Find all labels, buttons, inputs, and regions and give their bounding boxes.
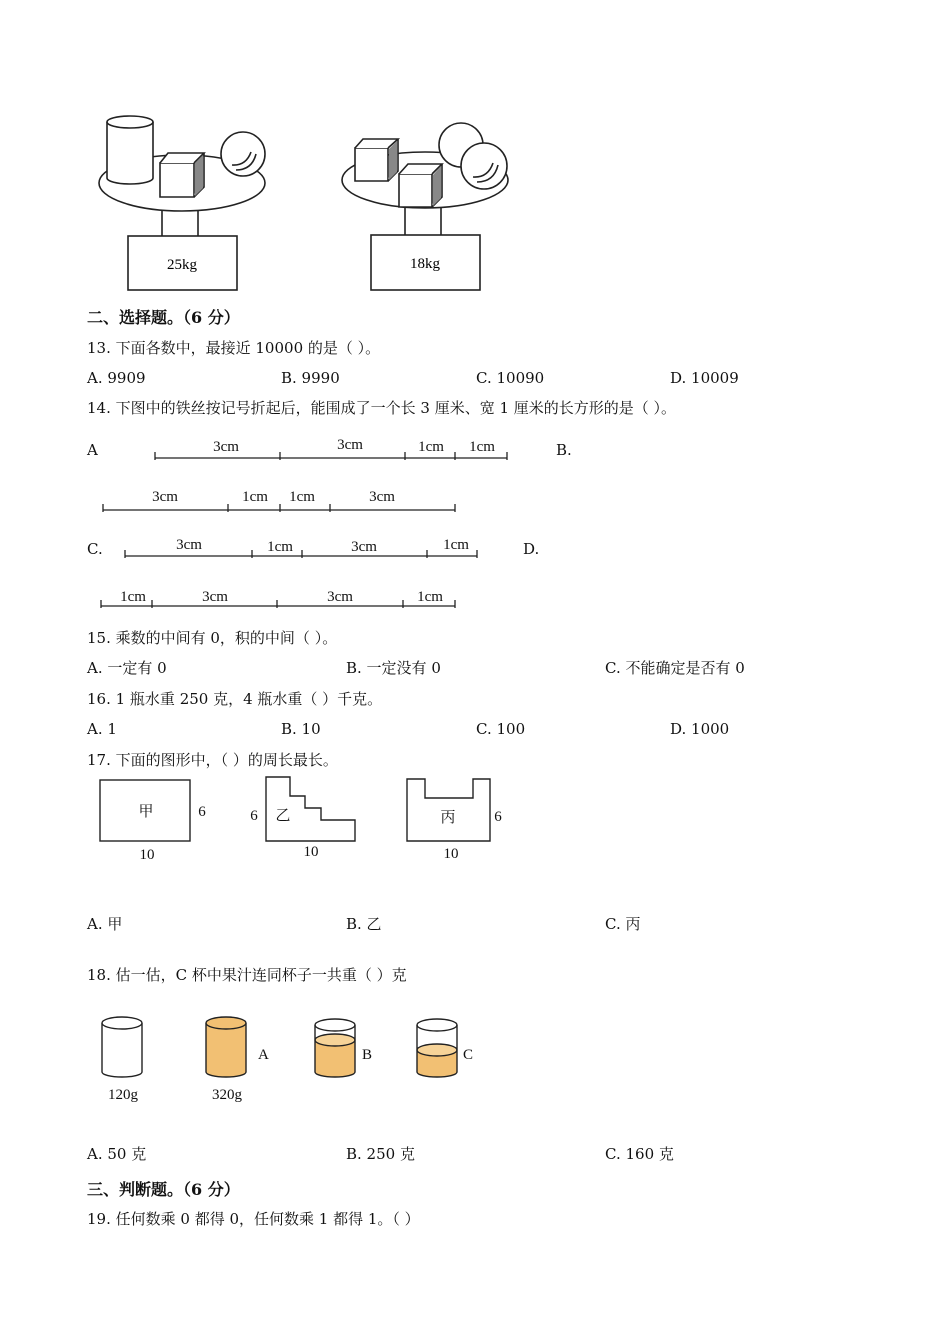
q18-option-a: A. 50 克 bbox=[87, 1145, 147, 1163]
wire-c-seg-4: 1cm bbox=[443, 537, 469, 553]
wire-a-seg-1: 3cm bbox=[213, 439, 239, 455]
q17-option-c: C. 丙 bbox=[605, 915, 641, 933]
wire-d-seg-2: 3cm bbox=[202, 589, 228, 605]
q13-option-a: A. 9909 bbox=[87, 369, 146, 387]
wire-b-seg-1: 3cm bbox=[152, 489, 178, 505]
q15-option-a: A. 一定有 0 bbox=[87, 659, 167, 677]
q14-label-c: C. bbox=[87, 540, 103, 558]
cup-a-label: A bbox=[258, 1047, 269, 1063]
q13-option-c: C. 10090 bbox=[476, 369, 545, 387]
q14-stem: 14. 下图中的铁丝按记号折起后，能围成了一个长 3 厘米、宽 1 厘米的长方形的是（ ）。 bbox=[87, 399, 677, 417]
shape-jia-height: 6 bbox=[198, 804, 206, 820]
wire-d-seg-1: 1cm bbox=[120, 589, 146, 605]
section-2-title: 二、选择题。（6 分） bbox=[87, 308, 240, 327]
wire-c-seg-1: 3cm bbox=[176, 537, 202, 553]
shape-yi-height: 6 bbox=[250, 808, 258, 824]
cup-c-label: C bbox=[463, 1047, 474, 1063]
cup-a-weight: 320g bbox=[212, 1087, 242, 1103]
wire-a-seg-4: 1cm bbox=[469, 439, 495, 455]
wire-d-seg-3: 3cm bbox=[327, 589, 353, 605]
q13-stem: 13. 下面各数中，最接近 10000 的是（ ）。 bbox=[87, 339, 381, 357]
section-3-title: 三、判断题。（6 分） bbox=[87, 1180, 240, 1199]
q17-stem: 17. 下面的图形中，（ ）的周长最长。 bbox=[87, 751, 338, 769]
q14-label-a: A bbox=[87, 441, 98, 459]
cup-b bbox=[315, 1019, 355, 1077]
q18-option-b: B. 250 克 bbox=[346, 1145, 415, 1163]
q15-stem: 15. 乘数的中间有 0，积的中间（ ）。 bbox=[87, 629, 338, 647]
shape-yi-name: 乙 bbox=[275, 808, 291, 824]
cup-c bbox=[417, 1019, 457, 1077]
q17-option-a: A. 甲 bbox=[87, 915, 123, 933]
shape-yi-width: 10 bbox=[303, 844, 319, 860]
q14-label-d: D. bbox=[523, 540, 540, 558]
q15-option-b: B. 一定没有 0 bbox=[346, 659, 441, 677]
q16-option-d: D. 1000 bbox=[670, 720, 730, 738]
wire-d-seg-4: 1cm bbox=[417, 589, 443, 605]
q17-option-b: B. 乙 bbox=[346, 915, 382, 933]
wire-c-seg-3: 3cm bbox=[351, 539, 377, 555]
wire-a-seg-2: 3cm bbox=[337, 437, 363, 453]
q18-option-c: C. 160 克 bbox=[605, 1145, 674, 1163]
wire-b-seg-3: 1cm bbox=[289, 489, 315, 505]
q13-option-b: B. 9990 bbox=[281, 369, 340, 387]
wire-b-seg-2: 1cm bbox=[242, 489, 268, 505]
q16-option-c: C. 100 bbox=[476, 720, 526, 738]
shape-bing-height: 6 bbox=[494, 809, 502, 825]
q16-stem: 16. 1 瓶水重 250 克，4 瓶水重（ ）千克。 bbox=[87, 690, 383, 708]
right-weight-label: 18kg bbox=[410, 256, 440, 272]
cup-empty-weight: 120g bbox=[108, 1087, 138, 1103]
shape-bing-width: 10 bbox=[443, 846, 459, 862]
q16-option-b: B. 10 bbox=[281, 720, 321, 738]
shape-bing-name: 丙 bbox=[440, 810, 456, 826]
q15-option-c: C. 不能确定是否有 0 bbox=[605, 659, 745, 677]
q14-label-b: B. bbox=[556, 441, 572, 459]
wire-c-seg-2: 1cm bbox=[267, 539, 293, 555]
cup-empty bbox=[102, 1017, 142, 1077]
left-weight-label: 25kg bbox=[167, 257, 197, 273]
shape-jia-width: 10 bbox=[139, 847, 155, 863]
cup-b-label: B bbox=[362, 1047, 373, 1063]
q13-option-d: D. 10009 bbox=[670, 369, 739, 387]
q18-stem: 18. 估一估，C 杯中果汁连同杯子一共重（ ）克 bbox=[87, 966, 407, 984]
shape-jia-name: 甲 bbox=[138, 804, 154, 820]
q16-option-a: A. 1 bbox=[87, 720, 117, 738]
q19-stem: 19. 任何数乘 0 都得 0，任何数乘 1 都得 1。（ ） bbox=[87, 1210, 420, 1228]
wire-a-seg-3: 1cm bbox=[418, 439, 444, 455]
wire-b-seg-4: 3cm bbox=[369, 489, 395, 505]
cup-a bbox=[206, 1017, 246, 1077]
